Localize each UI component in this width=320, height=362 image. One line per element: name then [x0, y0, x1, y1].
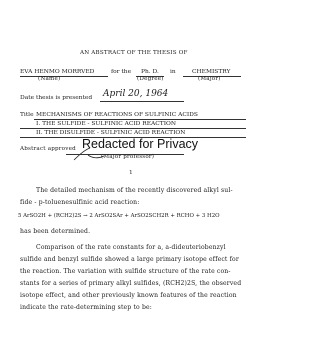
in-text: in	[170, 69, 176, 75]
title-label: Title	[20, 112, 34, 118]
major-professor-caption: (Major professor)	[101, 154, 155, 160]
paragraph-2-line-5: isotope effect, and other previously known features of the reaction	[20, 292, 237, 299]
paragraph-2-line-1: Comparison of the rate constants for a, a-dideuteriobenzyl	[36, 244, 226, 251]
abstract-approved-label: Abstract approved	[20, 146, 76, 152]
handwritten-date: April 20, 1964	[103, 89, 169, 99]
page-number: 1	[129, 170, 133, 176]
paragraph-2-line-3: the reaction. The variation with sulfide structure of the rate con-	[20, 268, 231, 275]
redacted-signature: Redacted for Privacy	[82, 137, 199, 151]
author-name: EVA HENMO MORRVED	[20, 69, 95, 75]
date-label: Date thesis is presented	[20, 95, 93, 101]
name-rule	[20, 76, 108, 77]
paragraph-1-line-3: has been determined.	[20, 228, 91, 235]
paragraph-2-line-6: indicate the rate-determining step to be:	[20, 304, 152, 311]
paragraph-1-line-2: fide - p-toluenesulfinic acid reaction:	[20, 199, 140, 206]
paragraph-2-line-4: stants for a series of primary alkyl sulfides, (RCH2)2S, the observed	[20, 280, 242, 287]
degree-caption: (Degree)	[137, 76, 164, 82]
for-the-text: for the	[111, 69, 132, 75]
title-rule-1	[34, 119, 246, 120]
abstract-header: AN ABSTRACT OF THE THESIS OF	[80, 50, 188, 56]
paragraph-1-line-1: The detailed mechanism of the recently discovered alkyl sul-	[36, 187, 233, 194]
title-rule-2	[20, 128, 246, 129]
title-line-2: I. THE SULFIDE - SULFINIC ACID REACTION	[36, 121, 177, 127]
major-value: CHEMISTRY	[192, 69, 231, 75]
date-rule	[100, 101, 184, 102]
title-line-3: II. THE DISULFIDE - SULFINIC ACID REACTION	[36, 130, 186, 136]
major-caption: (Major)	[198, 76, 221, 82]
name-caption: (Name)	[38, 76, 61, 82]
title-line-1: MECHANISMS OF REACTIONS OF SULFINIC ACIDS	[36, 112, 198, 118]
reaction-equation: 5 ArSO2H + (RCH2)2S → 2 ArSO2SAr + ArSO2SCH2R + RCHO + 3 H2O	[18, 213, 220, 219]
degree-value: Ph. D.	[141, 69, 159, 75]
paragraph-2-line-2: sulfide and benzyl sulfide showed a large primary isotope effect for	[20, 256, 239, 263]
